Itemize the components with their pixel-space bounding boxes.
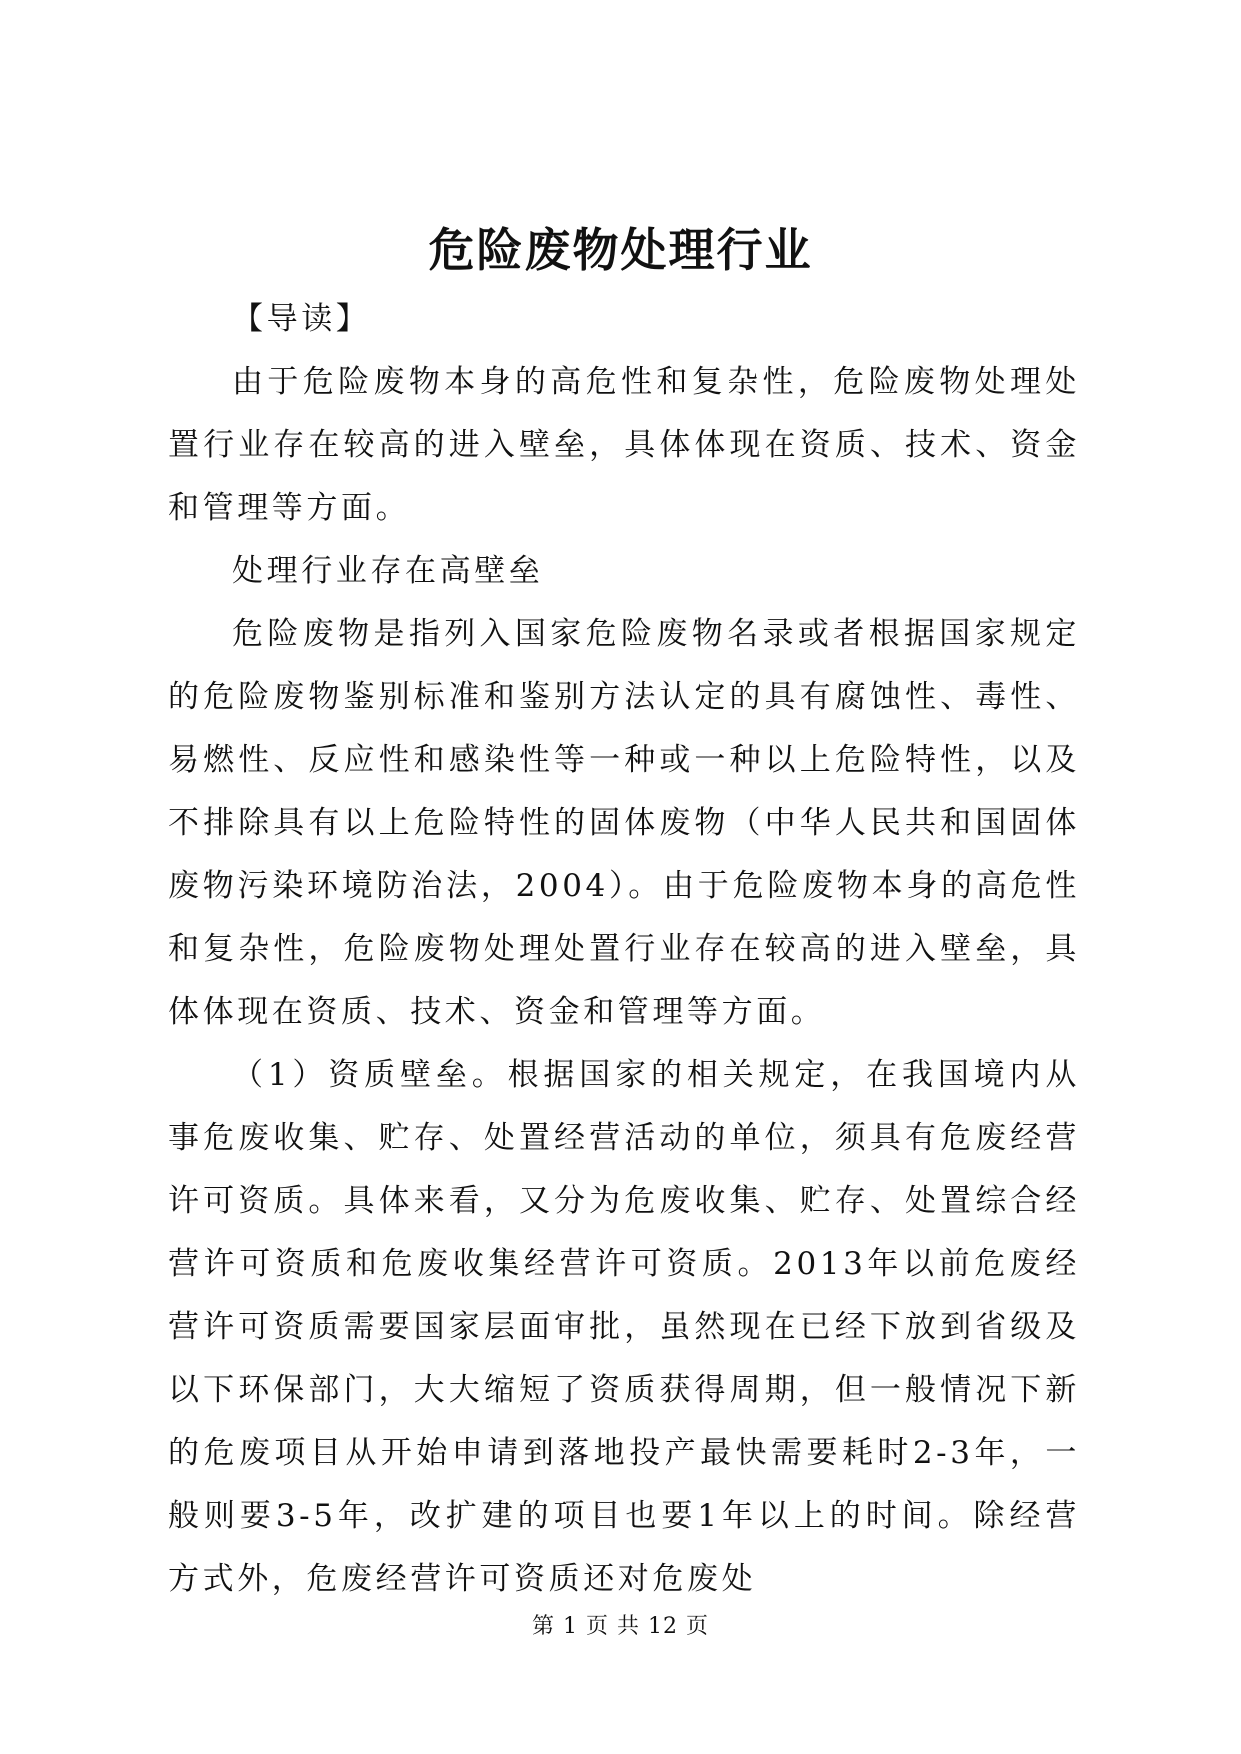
- section-heading: 处理行业存在高壁垒: [232, 553, 544, 589]
- document-title: 危险废物处理行业: [428, 223, 813, 277]
- paragraph-summary: 由于危险废物本身的高危性和复杂性，危险废物处理处置行业存在较高的进入壁垒，具体体现在资质、技术、资金和管理等方面。: [168, 364, 1080, 526]
- document-body: [168, 288, 1080, 1611]
- page-number: 第 1 页 共 12 页: [532, 1614, 709, 1639]
- paragraph-definition: 危险废物是指列入国家危险废物名录或者根据国家规定的危险废物鉴别标准和鉴别方法认定的具有腐蚀性、毒性、易燃性、反应性和感染性等一种或一种以上危险特性，以及不排除具有以上危险特性的固体废物（中华人民共和国固体废物污染环境防治法，2004）。由于危险废物本身的高危性和复杂性，危险废物处理处置行业存在较高的进入壁垒，具体体现在资质、技术、资金和管理等方面。: [168, 616, 1080, 1030]
- paragraph-qualification-barrier: （1）资质壁垒。根据国家的相关规定，在我国境内从事危废收集、贮存、处置经营活动的单位，须具有危废经营许可资质。具体来看，又分为危废收集、贮存、处置综合经营许可资质和危废收集经营许可资质。2013年以前危废经营许可资质需要国家层面审批，虽然现在已经下放到省级及以下环保部门，大大缩短了资质获得周期，但一般情况下新的危废项目从开始申请到落地投产最快需要耗时2-3年，一般则要3-5年，改扩建的项目也要1年以上的时间。除经营方式外，危废经营许可资质还对危废处: [168, 1057, 1080, 1597]
- intro-label: 【导读】: [232, 301, 371, 337]
